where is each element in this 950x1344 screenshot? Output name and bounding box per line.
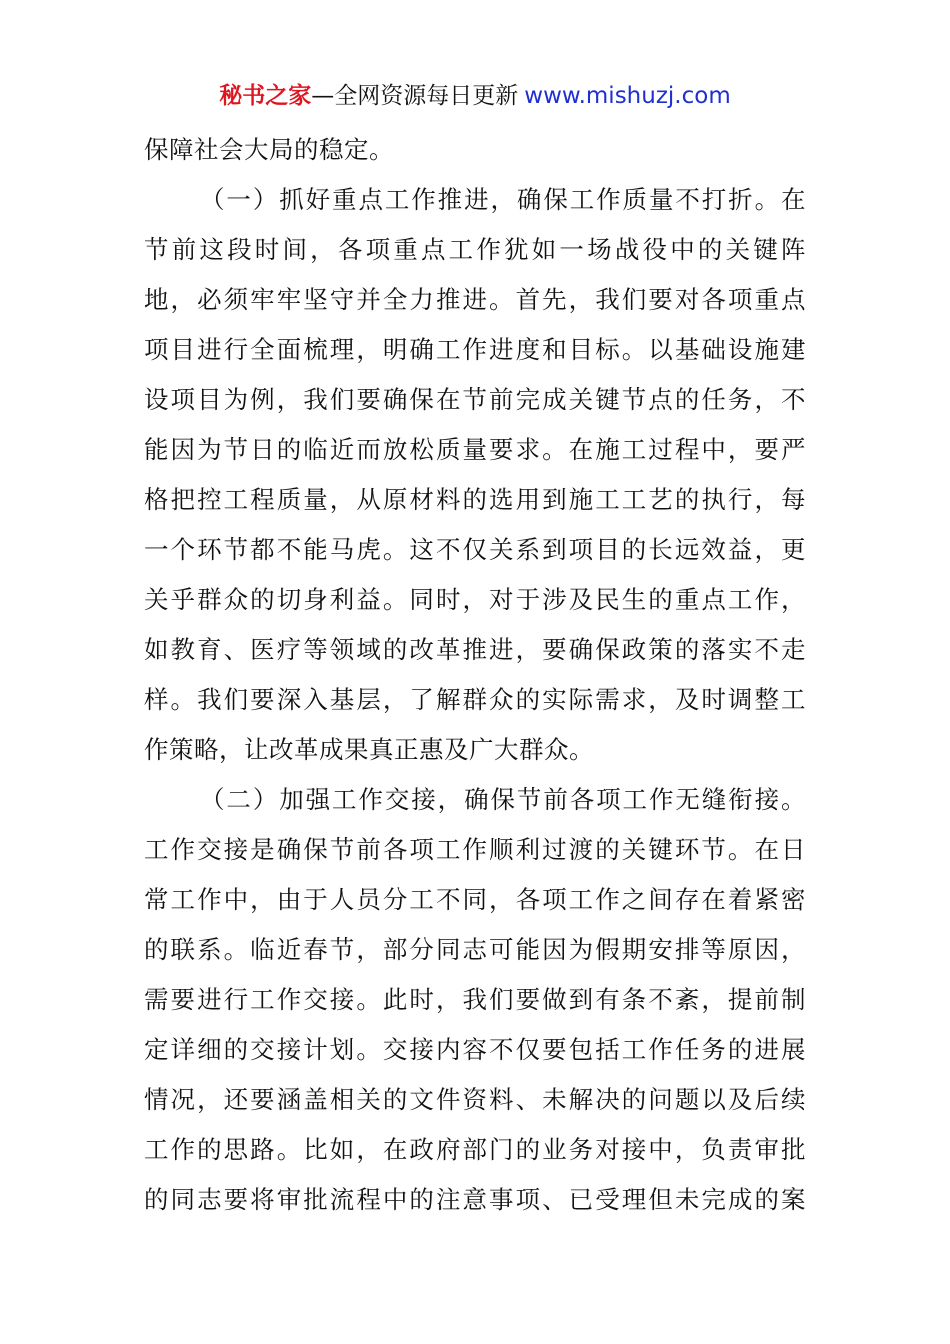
paragraph-line: 保障社会大局的稳定。 [144,135,394,164]
site-tagline: —全网资源每日更新 [311,83,519,109]
paragraph-line: 关乎群众的切身利益。同时，对于涉及民生的重点工作， [144,585,806,614]
paragraph-line: 的联系。临近春节，部分同志可能因为假期安排等原因， [144,935,806,964]
paragraph-line: 设项目为例，我们要确保在节前完成关键节点的任务，不 [144,385,806,414]
paragraph-line: 作策略，让改革成果真正惠及广大群众。 [144,735,594,764]
paragraph-line: 能因为节日的临近而放松质量要求。在施工过程中，要严 [144,435,806,464]
paragraph-line: 定详细的交接计划。交接内容不仅要包括工作任务的进展 [144,1035,806,1064]
paragraph-line: （二）加强工作交接，确保节前各项工作无缝衔接。 [200,785,806,814]
site-brand: 秘书之家 [219,83,312,109]
paragraph-line: 一个环节都不能马虎。这不仅关系到项目的长远效益，更 [144,535,806,564]
paragraph-line: 工作交接是确保节前各项工作顺利过渡的关键环节。在日 [144,835,806,864]
site-url-link[interactable]: www.mishuzj.com [524,83,731,109]
paragraph-line: 需要进行工作交接。此时，我们要做到有条不紊，提前制 [144,985,806,1014]
paragraph-line: 常工作中，由于人员分工不同，各项工作之间存在着紧密 [144,885,806,914]
paragraph-line: 情况，还要涵盖相关的文件资料、未解决的问题以及后续 [144,1085,806,1114]
paragraph-line: 的同志要将审批流程中的注意事项、已受理但未完成的案 [144,1185,806,1214]
paragraph-line: 如教育、医疗等领域的改革推进，要确保政策的落实不走 [144,635,806,664]
paragraph-line: 项目进行全面梳理，明确工作进度和目标。以基础设施建 [144,335,806,364]
paragraph-line: （一）抓好重点工作推进，确保工作质量不打折。在 [200,185,806,214]
paragraph-line: 工作的思路。比如，在政府部门的业务对接中，负责审批 [144,1135,806,1164]
paragraph-line: 格把控工程质量，从原材料的选用到施工工艺的执行，每 [144,485,806,514]
paragraph-line: 地，必须牢牢坚守并全力推进。首先，我们要对各项重点 [144,285,806,314]
site-header [0,80,950,112]
document-body [144,125,806,1225]
paragraph-line: 样。我们要深入基层，了解群众的实际需求，及时调整工 [144,685,806,714]
paragraph-line: 节前这段时间，各项重点工作犹如一场战役中的关键阵 [144,235,806,264]
